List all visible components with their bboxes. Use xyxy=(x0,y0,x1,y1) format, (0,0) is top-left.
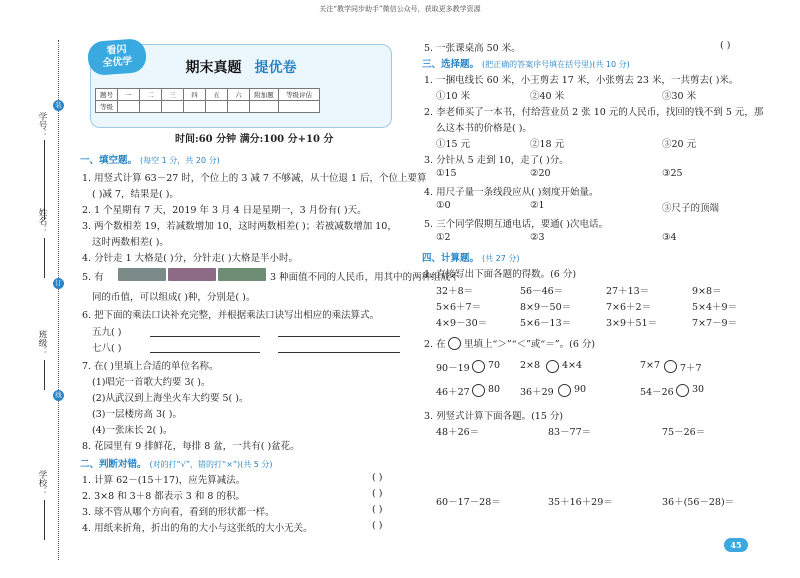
oral-calc: 56－46＝ xyxy=(520,286,564,297)
section-note: (每空 1 分，共 20 分) xyxy=(140,156,220,165)
oral-calc: 5×6＋7＝ xyxy=(436,302,482,313)
vertical-calc: 75－26＝ xyxy=(662,427,706,438)
class-line xyxy=(44,360,45,390)
section-true-false-title xyxy=(80,456,273,470)
q3-line-1: 3. 两个数相差 19，若减数增加 10，这时两数相差( )；若被减数增加 10， xyxy=(82,221,397,232)
choice-q4: 4. 用尺子量一条线段应从( )刻度开始量。 xyxy=(424,187,599,198)
q1-line-1: 1. 用竖式计算 63－27 时，个位上的 3 减 7 不够减，从十位退 1 后，个位上要算 xyxy=(82,173,427,184)
brand-badge xyxy=(87,38,147,76)
answer-line[interactable] xyxy=(278,352,400,353)
score-cell: 五 xyxy=(206,89,228,101)
score-input[interactable] xyxy=(184,101,206,113)
oral-calc: 5×6－13＝ xyxy=(520,318,572,329)
calc-q2-prefix: 2. 在 xyxy=(424,339,446,350)
q6b: 七八( ) xyxy=(92,343,122,354)
badge-line-2: 全优学 xyxy=(102,55,133,70)
score-cell: 四 xyxy=(184,89,206,101)
tf-item: 2. 3×8 和 3＋8 都表示 3 和 8 的积。 xyxy=(82,491,245,502)
compare-right: 4×4 xyxy=(562,360,583,371)
answer-paren[interactable]: ( ) xyxy=(372,488,383,499)
oral-calc: 7×7－9＝ xyxy=(692,318,738,329)
q7-item-1: (1)唱完一首歌大约要 3( )。 xyxy=(92,377,211,388)
binding-margin xyxy=(0,40,72,560)
school-line xyxy=(44,500,45,540)
compare-circle[interactable] xyxy=(472,384,485,397)
school-field[interactable]: 学校： xyxy=(37,470,47,496)
section-note: (共 27 分) xyxy=(482,254,520,263)
compare-right: 30 xyxy=(692,384,705,395)
compare-circle[interactable] xyxy=(558,384,571,397)
score-cell: 三 xyxy=(162,89,184,101)
calc-q2-text: 里填上“＞”“＜”或“＝”。(6 分) xyxy=(464,339,596,350)
answer-line[interactable] xyxy=(278,336,400,337)
q6a: 五九( ) xyxy=(92,327,122,338)
section-title: 三、选择题。 xyxy=(422,59,480,70)
score-input[interactable] xyxy=(228,101,250,113)
option[interactable]: ①2 xyxy=(436,232,451,243)
time-and-score: 时间:60 分钟 满分:100 分+10 分 xyxy=(175,134,334,145)
oral-calc: 8×9－50＝ xyxy=(520,302,572,313)
bind-mark-1: 装 xyxy=(53,100,64,111)
bind-mark-3: 线 xyxy=(53,390,64,401)
option[interactable]: ②20 xyxy=(530,168,551,179)
oral-calc: 7×6＋2＝ xyxy=(606,302,652,313)
compare-circle-icon xyxy=(448,337,461,350)
q7-item-3: (3)一层楼房高 3( )。 xyxy=(92,409,182,420)
compare-left: 7×7 xyxy=(640,360,661,371)
tf-item: 4. 用纸来折角，折出的角的大小与这张纸的大小无关。 xyxy=(82,523,313,534)
score-input[interactable] xyxy=(140,101,162,113)
option[interactable]: ②1 xyxy=(530,200,545,211)
compare-right: 90 xyxy=(574,384,587,395)
compare-circle[interactable] xyxy=(676,384,689,397)
compare-left: 54－26 xyxy=(640,387,674,398)
top-promo-note: 关注“教学同步助手”微信公众号，获取更多教学资源 xyxy=(319,5,481,13)
section-fill-in-title xyxy=(80,152,220,166)
oral-calc: 32＋8＝ xyxy=(436,286,474,297)
score-input[interactable] xyxy=(118,101,140,113)
vertical-calc: 36＋(56－28)＝ xyxy=(662,497,735,508)
oral-calc: 4×9－30＝ xyxy=(436,318,488,329)
badge-line-1: 看闪 xyxy=(106,44,127,57)
compare-right: 7＋7 xyxy=(680,363,702,374)
q2-line: 2. 1 个星期有 7 天，2019 年 3 月 4 日是星期一，3 月份有( )天。 xyxy=(82,205,367,216)
choice-q2-line-1: 2. 李老师买了一本书，付给营业员 2 张 10 元的人民币，找回的钱不到 5 元，那 xyxy=(424,107,764,118)
compare-left: 46＋27 xyxy=(436,387,470,398)
section-note: (对的打“√”，错的打“×”)(共 5 分) xyxy=(149,460,273,469)
oral-calc: 5×4＋9＝ xyxy=(692,302,738,313)
q6-line: 6. 把下面的乘法口诀补充完整，并根据乘法口诀写出相应的乘法算式。 xyxy=(82,310,380,321)
score-cell: 附加题 xyxy=(250,89,279,101)
student-id-field[interactable]: 学号： xyxy=(37,112,47,138)
answer-paren[interactable]: ( ) xyxy=(372,472,383,483)
score-cell: 六 xyxy=(228,89,250,101)
page-subtitle: 提优卷 xyxy=(254,60,297,76)
option[interactable]: ③尺子的顶端 xyxy=(662,203,720,214)
answer-paren[interactable]: ( ) xyxy=(720,40,731,51)
option[interactable]: ①10 米 xyxy=(436,91,471,102)
page-title: 期末真题 xyxy=(185,60,242,76)
score-value-row xyxy=(96,101,320,113)
oral-calc: 27＋13＝ xyxy=(606,286,650,297)
cut-line xyxy=(58,40,59,560)
score-input[interactable] xyxy=(162,101,184,113)
option[interactable]: ②18 元 xyxy=(530,139,565,150)
vertical-calc: 83－77＝ xyxy=(548,427,592,438)
name-line xyxy=(44,238,45,278)
option[interactable]: ①15 元 xyxy=(436,139,471,150)
option[interactable]: ①0 xyxy=(436,200,451,211)
tf-item: 5. 一张课桌高 50 米。 xyxy=(424,43,521,54)
q5-line-2: 同的币值，可以组成( )种，分别是( )。 xyxy=(92,292,256,303)
section-note: (把正确的答案序号填在括号里)(共 10 分) xyxy=(482,60,630,69)
banknote-image xyxy=(218,268,266,281)
compare-circle[interactable] xyxy=(472,360,485,373)
score-cell: 题号 xyxy=(96,89,118,101)
score-header-row xyxy=(96,89,320,101)
oral-calc: 3×9＋51＝ xyxy=(606,318,658,329)
name-field[interactable]: 姓名： xyxy=(37,208,47,234)
compare-left: 2×8 xyxy=(520,360,541,371)
q7-item-4: (4)一张床长 2( )。 xyxy=(92,425,173,436)
compare-right: 70 xyxy=(488,360,501,371)
section-calc-title xyxy=(422,250,520,264)
choice-q2-line-2: 么这本书的价格是( )。 xyxy=(436,123,532,134)
q7-item-2: (2)从武汉到上海坐火车大约要 5( )。 xyxy=(92,393,249,404)
banknote-image xyxy=(118,268,166,281)
score-table xyxy=(95,88,320,113)
compare-circle[interactable] xyxy=(546,360,559,373)
section-title: 四、计算题。 xyxy=(422,253,480,264)
option[interactable]: ②40 米 xyxy=(530,91,565,102)
score-input[interactable] xyxy=(250,101,279,113)
section-choice-title xyxy=(422,56,630,70)
option[interactable]: ③20 元 xyxy=(662,139,697,150)
score-input[interactable] xyxy=(206,101,228,113)
choice-q3: 3. 分针从 5 走到 10，走了( )分。 xyxy=(424,155,569,166)
score-cell: 二 xyxy=(140,89,162,101)
section-title: 一、填空题。 xyxy=(80,155,138,166)
option[interactable]: ②3 xyxy=(530,232,545,243)
q7-line: 7. 在( )里填上合适的单位名称。 xyxy=(82,361,219,372)
q4-line: 4. 分针走 1 大格是( )分，分针走( )大格是半小时。 xyxy=(82,253,299,264)
option[interactable]: ③4 xyxy=(662,232,677,243)
compare-left: 36＋29 xyxy=(520,387,554,398)
q5-line-1: 3 种面值不同的人民币，用其中的两种组成不 xyxy=(270,272,460,283)
calc-q3: 3. 列竖式计算下面各题。(15 分) xyxy=(424,411,564,422)
compare-circle[interactable] xyxy=(664,360,677,373)
class-field[interactable]: 班级： xyxy=(37,330,47,356)
oral-calc: 9×8＝ xyxy=(692,286,722,297)
vertical-calc: 35＋16＋29＝ xyxy=(548,497,613,508)
score-cell: 一 xyxy=(118,89,140,101)
q3-line-2: 这时两数相差( )。 xyxy=(92,237,169,248)
vertical-calc: 60－17－28＝ xyxy=(436,497,501,508)
q1-line-2: ( )减 7，结果是( )。 xyxy=(92,189,179,200)
score-cell: 等级评估 xyxy=(279,89,320,101)
banknote-image xyxy=(168,268,216,281)
vertical-calc: 48＋26＝ xyxy=(436,427,480,438)
answer-paren[interactable]: ( ) xyxy=(372,504,383,515)
q8-line: 8. 花园里有 9 排鲜花，每排 8 盆，一共有( )盆花。 xyxy=(82,441,300,452)
answer-paren[interactable]: ( ) xyxy=(372,520,383,531)
score-row-label: 等级 xyxy=(96,101,118,113)
answer-line[interactable] xyxy=(150,352,260,353)
choice-q5: 5. 三个同学假期互通电话，要通( )次电话。 xyxy=(424,219,609,230)
calc-q1: 1. 直接写出下面各题的得数。(6 分) xyxy=(424,269,577,280)
compare-left: 90－19 xyxy=(436,363,470,374)
answer-line[interactable] xyxy=(150,336,260,337)
tf-item: 1. 计算 62－(15＋17)，应先算减法。 xyxy=(82,475,246,486)
bind-mark-2: 订 xyxy=(53,278,64,289)
tf-item: 3. 球不管从哪个方向看，看到的形状都一样。 xyxy=(82,507,275,518)
option[interactable]: ③30 米 xyxy=(662,91,697,102)
score-input[interactable] xyxy=(279,101,320,113)
page-number: 45 xyxy=(724,538,748,552)
section-title: 二、判断对错。 xyxy=(80,459,147,470)
q5-line-1-prefix: 5. 有 xyxy=(82,272,104,283)
choice-q1: 1. 一捆电线长 60 米，小王剪去 17 米，小张剪去 23 米，一共剪去( )米。 xyxy=(424,75,739,86)
option[interactable]: ①15 xyxy=(436,168,457,179)
compare-right: 80 xyxy=(488,384,501,395)
option[interactable]: ③25 xyxy=(662,168,683,179)
